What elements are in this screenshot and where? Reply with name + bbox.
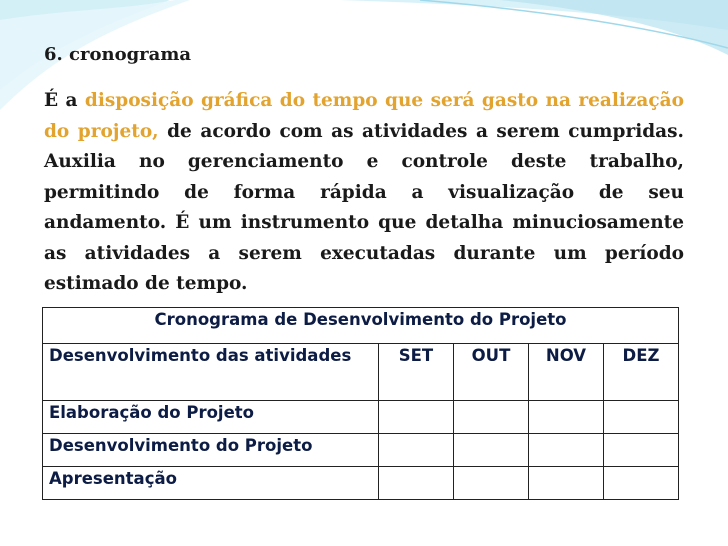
slide-paragraph xyxy=(44,86,684,300)
table-cell xyxy=(604,467,679,500)
slide-title: 6. cronograma xyxy=(44,44,192,65)
row-activity: Desenvolvimento do Projeto xyxy=(43,434,379,467)
table-cell xyxy=(529,401,604,434)
paragraph-lead: É a xyxy=(44,90,85,111)
header-month-set: SET xyxy=(379,344,454,401)
table-cell xyxy=(529,434,604,467)
header-activity: Desenvolvimento das atividades xyxy=(43,344,379,401)
header-month-dez: DEZ xyxy=(604,344,679,401)
row-activity: Elaboração do Projeto xyxy=(43,401,379,434)
table-row xyxy=(43,401,679,434)
header-month-nov: NOV xyxy=(529,344,604,401)
header-month-out: OUT xyxy=(454,344,529,401)
paragraph-highlight: disposição gráfica do tempo que será gasto na realização do projeto, xyxy=(44,90,684,142)
table-cell xyxy=(379,467,454,500)
table-cell xyxy=(379,434,454,467)
table-cell xyxy=(454,467,529,500)
schedule-table xyxy=(42,307,679,500)
table-caption-row xyxy=(43,308,679,344)
table-row xyxy=(43,434,679,467)
table-cell xyxy=(604,434,679,467)
table-caption: Cronograma de Desenvolvimento do Projeto xyxy=(43,308,679,344)
table-row xyxy=(43,467,679,500)
table-cell xyxy=(454,401,529,434)
row-activity: Apresentação xyxy=(43,467,379,500)
table-cell xyxy=(454,434,529,467)
table-header-row xyxy=(43,344,679,401)
table-cell xyxy=(604,401,679,434)
paragraph-rest: de acordo com as atividades a serem cumpridas. Auxilia no gerenciamento e controle deste trabalho, permitindo de forma rápida a visualização de seu andamento. É um instrumento que detalha minuciosamente as atividades a serem executadas durante um período estimado de tempo. xyxy=(44,120,685,294)
table-cell xyxy=(529,467,604,500)
table-cell xyxy=(379,401,454,434)
